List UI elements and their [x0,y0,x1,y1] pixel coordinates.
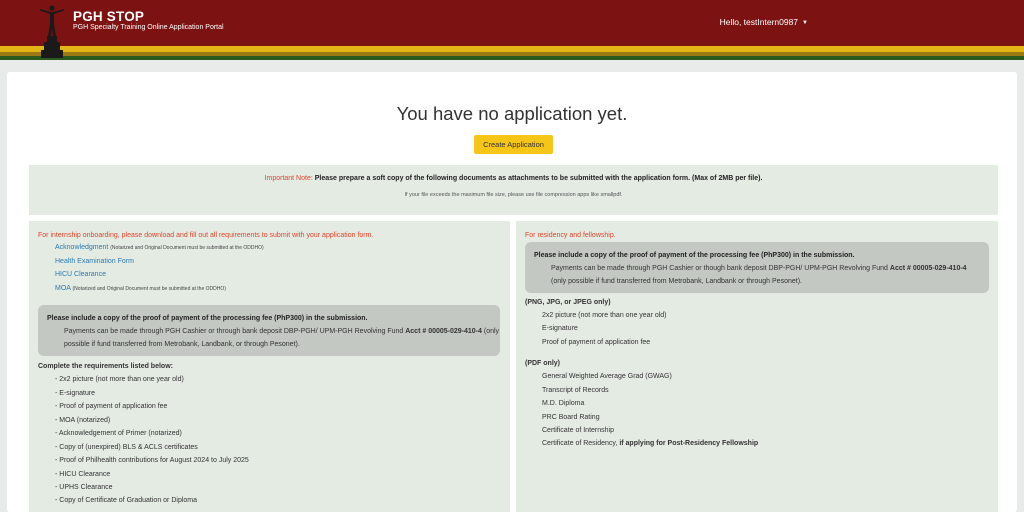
acknowledgment-link[interactable]: Acknowledgment [55,244,109,251]
requirement-item: Proof of payment of application fee [542,339,651,346]
download-item [55,271,106,278]
residency-certificate: Certificate of Residency, [542,440,618,447]
health-exam-form-link[interactable]: Health Examination Form [55,258,134,265]
requirements-heading: Complete the requirements listed below: [38,363,173,370]
requirement-item: - Copy of (unexpired) BLS & ACLS certificates [55,444,198,451]
page-headline: You have no application yet. [396,103,628,124]
app-subtitle: PGH Specialty Training Online Application Portal [73,24,224,31]
requirement-item: - HICU Clearance [55,471,111,478]
internship-heading: For internship onboarding, please download and fill out all requirements to submit with your application form. [38,232,374,239]
header-stripe-green [0,56,1024,60]
requirement-item: E-signature [542,325,578,332]
requirement-item: Certificate of Internship [542,427,614,434]
important-note-box [29,165,998,215]
residency-certificate-condition: if applying for Post-Residency Fellowship [619,440,759,447]
payment-note-title: Please include a copy of the proof of payment of the processing fee (PhP300) in the submission. [47,315,368,322]
payment-instructions: Payments can be made through PGH Cashier or though bank deposit DBP-PGH/ UPM-PGH Revolving Fund [551,265,888,272]
requirement-item: - UPHS Clearance [55,484,113,491]
requirement-item [542,440,758,447]
payment-instructions: Payments can be made through PGH Cashier or through bank deposit DBP-PGH/ UPM-PGH Revolving Fund [64,328,404,335]
requirement-item: - MOA (notarized) [55,417,111,424]
account-number: Acct # 00005-029-410-4 [889,265,967,272]
payment-note-box [525,242,989,293]
oblation-statue-icon[interactable] [34,2,70,58]
requirement-item: PRC Board Rating [542,414,600,421]
download-note: (Notarized and Original Document must be submitted at the ODDHO) [72,286,226,292]
top-navbar [0,0,1024,46]
requirement-item: - Proof of Philhealth contributions for August 2024 to July 2025 [55,457,249,464]
payment-note-box [38,305,500,356]
payment-note-body [551,262,981,288]
download-item [55,244,264,251]
important-note-text [29,175,998,182]
hicu-clearance-link[interactable]: HICU Clearance [55,271,106,278]
create-application-button[interactable]: Create Application [474,135,553,154]
user-greeting: Hello, testIntern0987 [719,17,799,27]
download-note: (Notarized and Original Document must be submitted at the ODDHO) [110,245,264,251]
payment-note-title: Please include a copy of the proof of payment of the processing fee (PhP300) in the submission. [534,252,855,259]
requirement-item: - 2x2 picture (not more than one year old) [55,376,184,383]
moa-link[interactable]: MOA [55,285,71,292]
payment-condition: (only possible if fund transferred from Metrobank, Landbank or through Pesonet). [551,278,802,285]
requirement-item: - Acknowledgement of Primer (notarized) [55,430,182,437]
important-note-label: Important Note: [264,175,313,182]
requirement-item: General Weighted Average Grad (GWAG) [542,373,672,380]
payment-condition: (only possible if fund transferred from Metrobank, Landbank, or through Pesonet). [64,328,500,348]
download-item [55,258,134,265]
app-title[interactable]: PGH STOP [73,9,145,24]
requirement-item: 2x2 picture (not more than one year old) [542,312,667,319]
requirement-item: - E-signature [55,390,96,397]
pdf-formats-heading: (PDF only) [525,360,560,367]
file-size-note: If your file exceeds the maximum file size, please use file compression apps like smallpdf. [404,192,623,198]
payment-note-body [64,325,504,351]
residency-heading: For residency and fellowship. [525,232,616,239]
user-menu-dropdown[interactable] [720,17,808,27]
important-note-body: Please prepare a soft copy of the following documents as attachments to be submitted with the application form. (Max of 2MB per file). [314,175,763,182]
requirement-item: - Copy of Certificate of Graduation or Diploma [55,497,198,504]
download-item [55,285,226,292]
requirement-item: Transcript of Records [542,387,609,394]
caret-down-icon: ▼ [802,20,808,26]
account-number: Acct # 00005-029-410-4 [405,328,482,335]
requirement-item: M.D. Diploma [542,400,585,407]
requirement-item: - Proof of payment of application fee [55,403,168,410]
image-formats-heading: (PNG, JPG, or JPEG only) [525,299,611,306]
